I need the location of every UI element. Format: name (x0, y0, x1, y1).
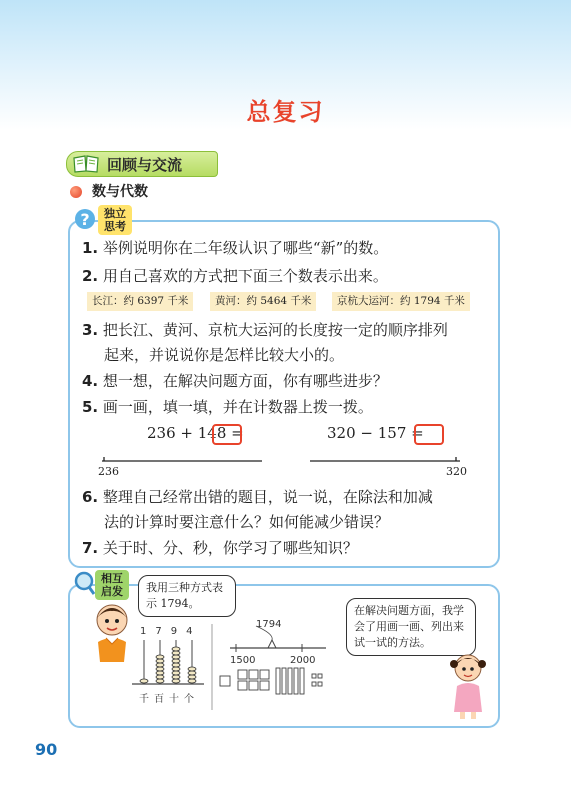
place-label: 个 (184, 694, 199, 705)
question-mark-icon (74, 206, 96, 232)
question-number: 2. (82, 267, 99, 285)
question-text: 关于时、分、秒，你学习了哪些知识？ (102, 539, 358, 557)
page-title: 总复习 (246, 98, 325, 126)
question-1 (82, 238, 388, 258)
question-number: 6. (82, 488, 99, 506)
inspire-tag-line1: 相互 (101, 572, 123, 585)
girl-speech-bubble: 在解决问题方面，我学会了用画一画、列出来试一试的方法。 (346, 598, 476, 656)
review-banner-label: 回顾与交流 (107, 156, 183, 174)
abacus-digit: 1 (140, 626, 156, 637)
section-title: 数与代数 (92, 184, 148, 200)
abacus-place-labels (139, 690, 199, 705)
question-3-continued: 起来，并说说你是怎样比较大小的。 (104, 346, 345, 364)
svg-text:?: ? (80, 210, 90, 229)
equation-right: 320 − 157 = (327, 424, 424, 442)
question-text: 把长江、黄河、京杭大运河的长度按一定的顺序排列 (102, 321, 448, 339)
place-label: 千 (139, 694, 154, 705)
review-banner (66, 151, 218, 177)
question-4 (82, 371, 388, 391)
base-ten-blocks (220, 668, 322, 694)
girl-illustration (448, 650, 488, 720)
question-7 (82, 538, 358, 558)
place-label: 十 (169, 694, 184, 705)
abacus-drawing (132, 640, 204, 684)
question-number: 3. (82, 321, 99, 339)
inspire-tag (95, 570, 129, 600)
question-text: 画一画，填一填，并在计数器上拨一拨。 (102, 398, 373, 416)
sketch-line-left-label: 1500 (230, 655, 256, 666)
abacus-digit: 7 (155, 626, 171, 637)
question-text: 用自己喜欢的方式把下面三个数表示出来。 (102, 267, 388, 285)
question-number: 4. (82, 372, 99, 390)
question-text: 举例说明你在二年级认识了哪些“新”的数。 (102, 239, 389, 257)
question-number: 7. (82, 539, 99, 557)
abacus-digit: 4 (186, 626, 202, 637)
question-3 (82, 320, 448, 340)
think-tag (98, 205, 132, 235)
place-label: 百 (154, 694, 169, 705)
river-chip-canal: 京杭大运河：约 1794 千米 (332, 292, 470, 311)
page-number: 90 (35, 740, 58, 759)
boy-speech-bubble: 我用三种方式表示 1794。 (138, 575, 236, 617)
equation-left: 236 + 148 = (147, 424, 244, 442)
question-5 (82, 397, 373, 417)
sketch-line-top-label: 1794 (256, 619, 282, 630)
section-bullet-icon (70, 186, 82, 198)
question-6-continued: 法的计算时要注意什么？如何能减少错误？ (104, 513, 390, 531)
number-lines (98, 452, 468, 466)
answer-box-left[interactable] (212, 424, 242, 445)
book-icon (73, 155, 99, 173)
abacus-digits (140, 626, 202, 637)
question-text: 想一想，在解决问题方面，你有哪些进步？ (102, 372, 388, 390)
think-tag-line2: 思考 (104, 220, 126, 233)
river-chip-yangtze: 长江：约 6397 千米 (87, 292, 193, 311)
answer-box-right[interactable] (414, 424, 444, 445)
inspire-tag-line2: 启发 (101, 585, 123, 598)
think-tag-line1: 独立 (104, 207, 126, 220)
number-line-right-label: 320 (446, 465, 467, 478)
river-chip-yellow: 黄河：约 5464 千米 (210, 292, 316, 311)
question-2 (82, 266, 388, 286)
question-number: 5. (82, 398, 99, 416)
sketch-line-right-label: 2000 (290, 655, 316, 666)
question-number: 1. (82, 239, 99, 257)
magnifier-icon (74, 570, 96, 596)
question-6 (82, 487, 433, 507)
abacus-digit: 9 (170, 626, 187, 637)
question-text: 整理自己经常出错的题目，说一说，在除法和加减 (102, 488, 433, 506)
number-line-left-label: 236 (98, 465, 119, 478)
